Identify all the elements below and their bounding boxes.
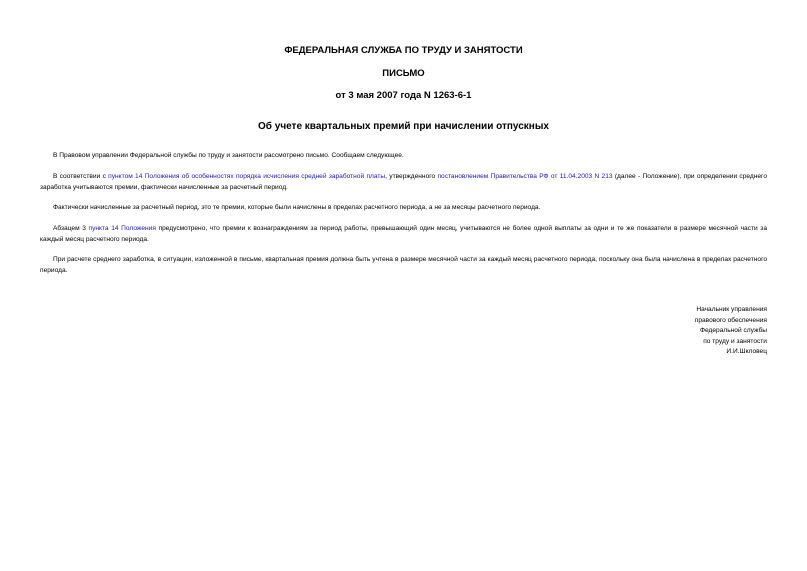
paragraph-2 xyxy=(40,171,767,193)
paragraph-4-text-start: Абзацем 3 xyxy=(53,225,89,232)
signature-position-line-3: Федеральной службы xyxy=(699,327,767,334)
link-point-14[interactable]: пункта 14 Положения xyxy=(88,225,156,232)
paragraph-1: В Правовом управлении Федеральной службы по труду и занятости рассмотрено письмо. Сообщаем следующее. xyxy=(53,152,404,159)
signatory-name: И.И.Шкловец xyxy=(726,348,767,355)
document-type: ПИСЬМО xyxy=(382,68,425,79)
link-government-resolution[interactable]: постановлением Правительства РФ от 11.04.2003 N 213 xyxy=(437,173,613,180)
paragraph-2-text-start: В соответствии с xyxy=(53,173,109,180)
document-date-number: от 3 мая 2007 года N 1263-6-1 xyxy=(335,90,472,101)
paragraph-4 xyxy=(40,223,767,245)
paragraph-4-text-end: предусмотрено, что премии к вознаграждениям за период работы, превышающий один месяц, учитываются не более одной выплаты за одни и те же показатели в размере месячной части за каждый месяц расчетного периода. xyxy=(40,225,767,243)
paragraph-3: Фактически начисленные за расчетный период, это те премии, которые были начислены в пределах расчетного периода, а не за месяцы расчетного периода. xyxy=(53,204,541,211)
paragraph-5: При расчете среднего заработка, в ситуации, изложенной в письме, квартальная премия должна быть учтена в размере месячной части за каждый месяц расчетного периода, поскольку она была начислена в пределах расчетного периода. xyxy=(40,256,767,274)
paragraph-2-text-middle: , утвержденного xyxy=(385,173,438,180)
signature-position-line-2: правового обеспечения xyxy=(694,316,767,324)
link-regulation-point-14[interactable]: пунктом 14 Положения об особенностях порядка исчисления средней заработной платы xyxy=(108,173,386,180)
signature-block xyxy=(567,305,767,358)
signature-position-line-1: Начальник управления xyxy=(696,306,767,313)
signature-position-line-4: по труду и занятости xyxy=(703,337,767,345)
document-subject: Об учете квартальных премий при начислении отпускных xyxy=(258,121,549,132)
agency-title: ФЕДЕРАЛЬНАЯ СЛУЖБА ПО ТРУДУ И ЗАНЯТОСТИ xyxy=(284,45,523,56)
paragraph-2-text-end: (далее - Положение), при определении среднего заработка учитываются премии, фактически начисленные за расчетный период. xyxy=(40,173,767,191)
